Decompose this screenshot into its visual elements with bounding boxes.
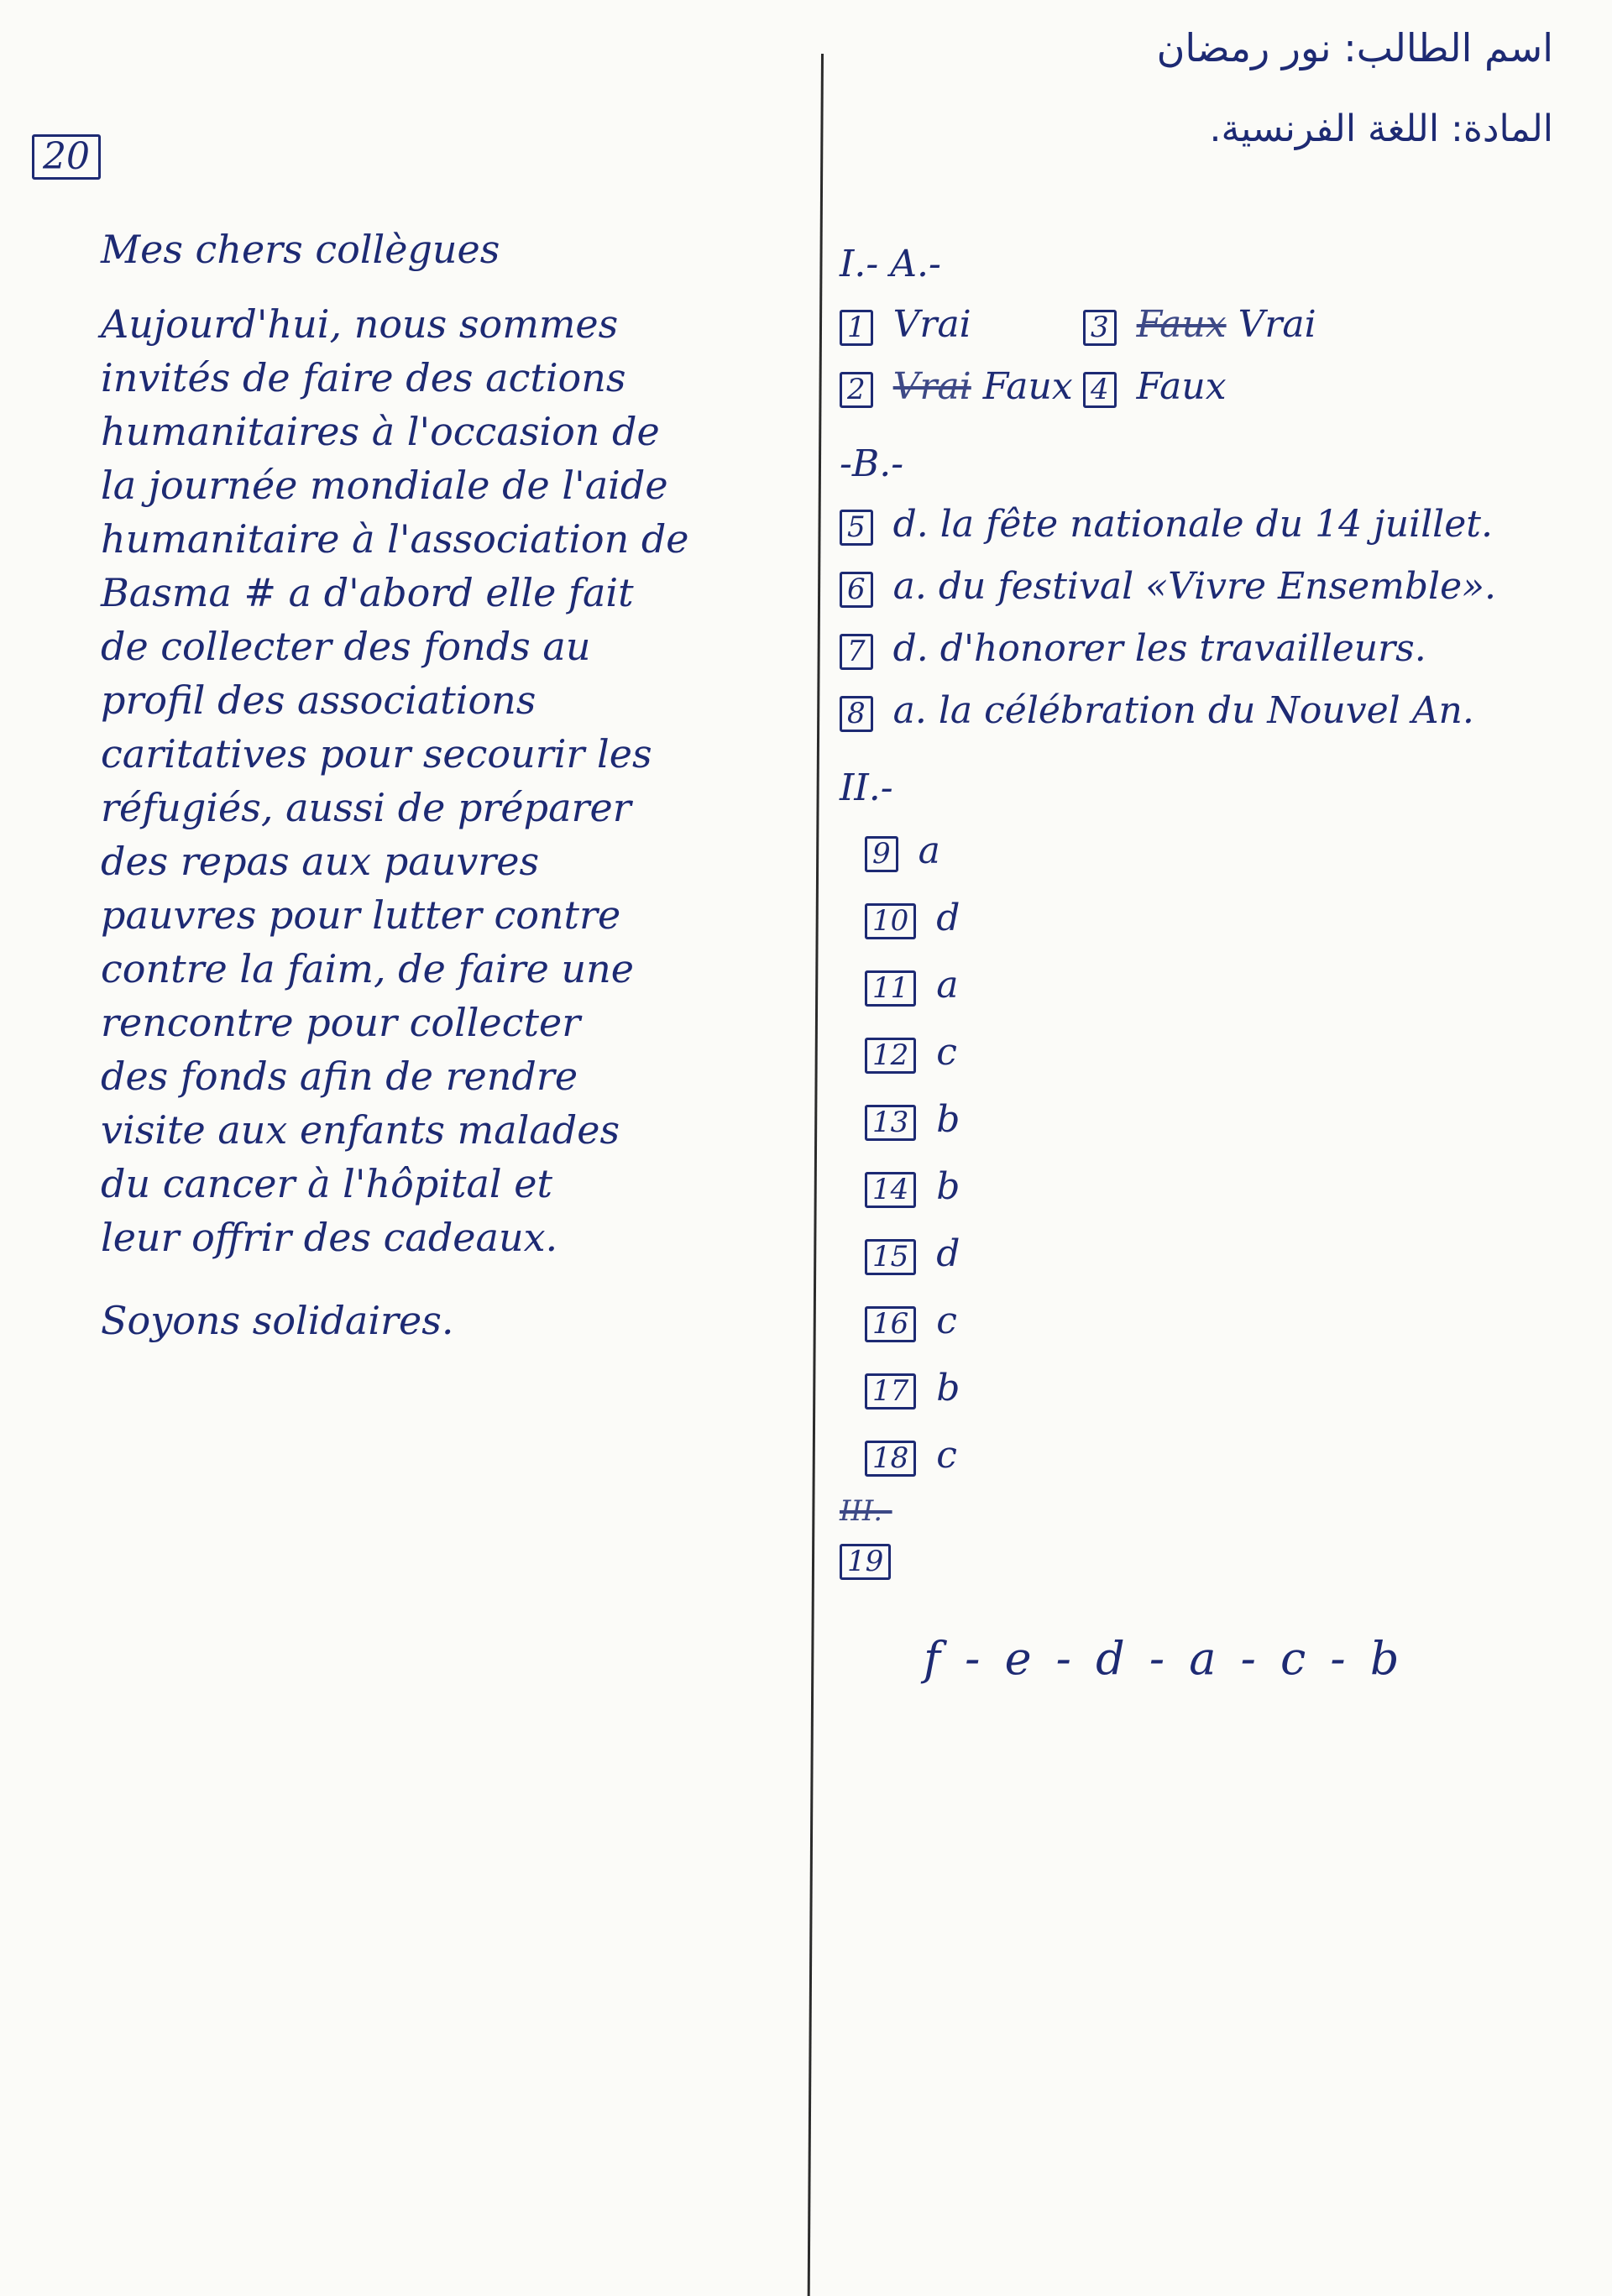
score-value: 20 <box>32 134 101 180</box>
question-number: 14 <box>865 1172 916 1208</box>
question-number: 15 <box>865 1239 916 1275</box>
sequence-answer: f - e - d - a - c - b <box>924 1632 1405 1685</box>
question-number: 7 <box>840 634 873 670</box>
answers-column <box>840 235 1578 1685</box>
mcq-2-answer <box>865 1086 1578 1153</box>
question-number: 3 <box>1083 310 1117 346</box>
answer-text: Vrai <box>892 303 971 346</box>
letter-line <box>101 834 806 888</box>
score-box <box>32 134 101 180</box>
question-19 <box>840 1528 1578 1590</box>
mcq-b-answer <box>840 556 1578 618</box>
question-number: 10 <box>865 903 916 939</box>
mcq-2-answer <box>865 1422 1578 1489</box>
answer-text: a. la célébration du Nouvel An. <box>892 689 1474 732</box>
answer-text: c <box>936 1031 957 1074</box>
section-3-title: III.- <box>840 1494 892 1528</box>
letter-salutation: Mes chers collègues <box>101 227 500 272</box>
answer-text: c <box>936 1300 957 1342</box>
mcq-b-answer <box>840 494 1578 556</box>
answer-text: c <box>936 1434 957 1477</box>
question-number: 6 <box>840 572 873 608</box>
question-number: 1 <box>840 310 873 346</box>
mcq-b-answer <box>840 618 1578 680</box>
page-divider <box>808 54 824 2296</box>
mcq-2-answer <box>865 885 1578 952</box>
mcq-2-answer <box>865 1355 1578 1422</box>
mcq-2-answers <box>865 818 1578 1489</box>
struck-answer: Faux <box>1136 303 1227 346</box>
mcq-2-answer <box>865 1153 1578 1221</box>
question-number: 19 <box>840 1544 891 1580</box>
mcq-b-answer <box>840 680 1578 742</box>
subject-line: المادة: اللغة الفرنسية. <box>1209 107 1553 150</box>
answer-text: b <box>936 1098 960 1141</box>
question-number: 8 <box>840 696 873 732</box>
section-2-title: II.- <box>840 766 893 809</box>
letter-line-text: des repas aux pauvres <box>101 839 540 884</box>
answer-text: Faux <box>1136 365 1227 408</box>
question-number: 2 <box>840 372 873 408</box>
letter-line: humanitaire à l'association de <box>101 516 689 562</box>
answer-text: Vrai <box>1238 303 1316 346</box>
answer-text: a <box>918 829 940 872</box>
letter-line: de collecter des fonds au <box>101 624 591 669</box>
tf-answer <box>1083 294 1436 356</box>
letter-line: humanitaires à l'occasion de <box>101 409 660 454</box>
letter-line: caritatives pour secourir les <box>101 731 652 777</box>
letter-line: des fonds afin de rendre <box>101 1054 578 1099</box>
true-false-answers <box>840 294 1578 418</box>
letter-line: visite aux enfants malades <box>101 1107 620 1153</box>
mcq-2-answer <box>865 818 1578 885</box>
answer-text: b <box>936 1165 960 1208</box>
letter-line: Aujourd'hui, nous sommes <box>101 301 619 347</box>
mcq-2-answer <box>865 1221 1578 1288</box>
question-number: 5 <box>840 510 873 546</box>
section-1a-title: I.- A.- <box>840 243 941 285</box>
letter-body <box>101 227 806 1343</box>
letter-line: contre la faim, de faire une <box>101 946 634 991</box>
question-number: 17 <box>865 1373 916 1410</box>
answer-text: d <box>936 1232 960 1275</box>
answer-text: d. la fête nationale du 14 juillet. <box>892 503 1493 546</box>
question-number: 18 <box>865 1441 916 1477</box>
tf-answer <box>840 294 1083 356</box>
question-number: 13 <box>865 1105 916 1141</box>
question-number: 11 <box>865 970 916 1007</box>
answer-text: Faux <box>982 365 1073 408</box>
question-number: 16 <box>865 1306 916 1342</box>
tf-answer <box>840 356 1083 418</box>
question-number: 12 <box>865 1038 916 1074</box>
answer-text: b <box>936 1367 960 1410</box>
letter-line: la journée mondiale de l'aide <box>101 463 668 508</box>
question-number: 4 <box>1083 372 1117 408</box>
answer-text: d. d'honorer les travailleurs. <box>892 627 1426 670</box>
student-name-line: اسم الطالب: نور رمضان <box>1156 25 1553 71</box>
mcq-2-answer <box>865 1288 1578 1355</box>
answer-text: a <box>936 964 959 1007</box>
tf-answer <box>1083 356 1436 418</box>
section-1b-title: -B.- <box>840 442 904 485</box>
letter-line: rencontre pour collecter <box>101 1000 581 1045</box>
letter-line <box>101 888 806 942</box>
struck-answer: Vrai <box>892 365 971 408</box>
answer-text: a. du festival «Vivre Ensemble». <box>892 565 1497 608</box>
letter-line: invités de faire des actions <box>101 355 626 400</box>
letter-line: réfugiés, aussi de préparer <box>101 785 631 830</box>
letter-line: du cancer à l'hôpital et <box>101 1161 552 1206</box>
mcq-2-answer <box>865 952 1578 1019</box>
letter-line: profil des associations <box>101 677 536 723</box>
mcq-2-answer <box>865 1019 1578 1086</box>
letter-line: Basma # a d'abord elle fait <box>101 570 634 615</box>
answer-text: d <box>936 897 960 939</box>
letter-line-text: pauvres pour lutter contre <box>101 892 621 938</box>
question-number: 9 <box>865 836 898 872</box>
letter-line: leur offrir des cadeaux. <box>101 1215 558 1260</box>
letter-closing: Soyons solidaires. <box>101 1298 454 1343</box>
